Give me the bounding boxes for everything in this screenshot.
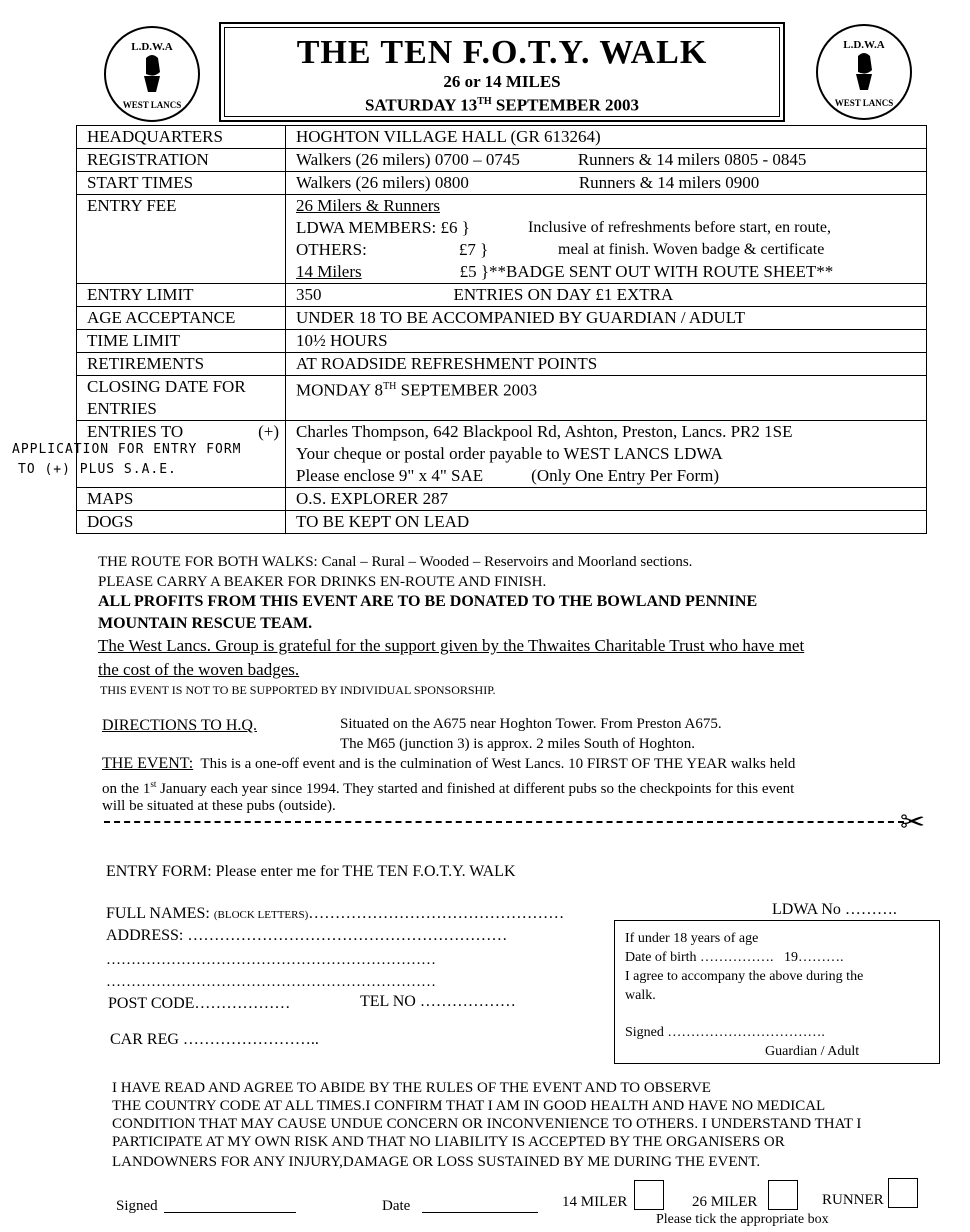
route-line-5: The West Lancs. Group is grateful for the support given by the Thwaites Charitable Trust who have met [98, 636, 805, 655]
directions-label: DIRECTIONS TO H.Q. [102, 717, 257, 734]
svg-text:L.D.W.A: L.D.W.A [131, 41, 173, 53]
svg-text:WEST LANCS: WEST LANCS [122, 100, 182, 110]
event-info-table [76, 125, 927, 534]
entry-fee-label: ENTRY FEE [77, 195, 286, 284]
table-row [77, 307, 927, 330]
full-names-field[interactable]: FULL NAMES: (BLOCK LETTERS)………………………………………… [106, 905, 565, 922]
option-26-miler-label: 26 MILER [692, 1194, 758, 1210]
checkbox-runner[interactable] [888, 1178, 918, 1208]
entries-address: Charles Thompson, 642 Blackpool Rd, Ashton, Preston, Lancs. PR2 1SE [296, 422, 793, 441]
ldwa-emblem-icon [818, 26, 910, 118]
checkbox-26-miler[interactable] [768, 1180, 798, 1210]
address-line-2[interactable]: ………………………………………………………… [106, 952, 436, 968]
svg-text:L.D.W.A: L.D.W.A [843, 39, 885, 51]
car-reg-field[interactable]: CAR REG …………………….. [110, 1031, 319, 1048]
declaration-line-2: THE COUNTRY CODE AT ALL TIMES.I CONFIRM THAT I AM IN GOOD HEALTH AND HAVE NO MEDICAL [112, 1098, 826, 1114]
event-line-1: THE EVENT: This is a one-off event and is the culmination of West Lancs. 10 FIRST OF THE YEAR walks held [102, 755, 796, 772]
svg-text:WEST LANCS: WEST LANCS [834, 98, 894, 108]
option-runner-label: RUNNER [822, 1192, 884, 1208]
entry-form-intro: ENTRY FORM: Please enter me for THE TEN F.O.T.Y. WALK [106, 863, 516, 880]
table-row [77, 172, 927, 195]
directions-line-1: Situated on the A675 near Hoghton Tower. From Preston A675. [340, 716, 722, 732]
fee-others-value: £7 } [458, 240, 489, 259]
entry-limit-label: ENTRY LIMIT [77, 284, 286, 307]
tick-note: Please tick the appropriate box [656, 1212, 829, 1227]
fee-note-2: meal at finish. Woven badge & certificate [558, 241, 825, 258]
registration-runners: Runners & 14 milers 0805 - 0845 [577, 150, 807, 169]
entry-limit-extra: ENTRIES ON DAY £1 EXTRA [453, 285, 674, 304]
age-value: UNDER 18 TO BE ACCOMPANIED BY GUARDIAN / ADULT [286, 307, 927, 330]
table-row [77, 149, 927, 172]
start-runners: Runners & 14 milers 0900 [578, 173, 760, 192]
page-title: THE TEN F.O.T.Y. WALK [296, 34, 708, 71]
route-line-7: THIS EVENT IS NOT TO BE SUPPORTED BY INDIVIDUAL SPONSORSHIP. [100, 683, 496, 697]
ldwa-logo-left [104, 26, 200, 122]
route-line-3: ALL PROFITS FROM THIS EVENT ARE TO BE DONATED TO THE BOWLAND PENNINE [98, 593, 758, 610]
ldwa-logo-right [816, 24, 912, 120]
guardian-line-3: I agree to accompany the above during the [625, 969, 864, 984]
registration-label: REGISTRATION [77, 149, 286, 172]
declaration-line-4: PARTICIPATE AT MY OWN RISK AND THAT NO LIABILITY IS ACCEPTED BY THE ORGANISERS OR [112, 1134, 785, 1150]
entries-one-per-form: (Only One Entry Per Form) [531, 466, 720, 485]
route-line-1: THE ROUTE FOR BOTH WALKS: Canal – Rural – Wooded – Reservoirs and Moorland sections. [98, 554, 693, 570]
dogs-label: DOGS [77, 511, 286, 534]
tel-no-field[interactable]: TEL NO ……………… [360, 993, 516, 1010]
table-row [77, 126, 927, 149]
maps-value: O.S. EXPLORER 287 [286, 488, 927, 511]
declaration-line-3: CONDITION THAT MAY CAUSE UNDUE CONCERN OR INCONVENIENCE TO OTHERS. I UNDERSTAND THAT I [112, 1116, 862, 1132]
declaration-line-1: I HAVE READ AND AGREE TO ABIDE BY THE RULES OF THE EVENT AND TO OBSERVE [112, 1080, 711, 1096]
start-walkers: Walkers (26 milers) 0800 [296, 173, 469, 192]
footer-signed-label: Signed [116, 1198, 158, 1214]
scissors-icon: ✂ [900, 805, 926, 840]
entries-cheque: Your cheque or postal order payable to WEST LANCS LDWA [296, 444, 723, 463]
side-note-1: APPLICATION FOR ENTRY FORM [12, 442, 242, 457]
event-line-2: on the 1st January each year since 1994. They started and finished at different pubs so the checkpoints for this event [102, 779, 795, 797]
retirements-label: RETIREMENTS [77, 353, 286, 376]
fee-members: LDWA MEMBERS: £6 } [296, 218, 470, 237]
headquarters-label: HEADQUARTERS [77, 126, 286, 149]
fee-14-label: 14 Milers [296, 262, 362, 281]
retirements-value: AT ROADSIDE REFRESHMENT POINTS [286, 353, 927, 376]
guardian-line-4: walk. [625, 988, 656, 1003]
age-label: AGE ACCEPTANCE [77, 307, 286, 330]
table-row [77, 488, 927, 511]
footer-date-label: Date [382, 1198, 411, 1214]
checkbox-14-miler[interactable] [634, 1180, 664, 1210]
route-line-4: MOUNTAIN RESCUE TEAM. [98, 615, 313, 632]
address-field[interactable]: ADDRESS: …………………………………………………… [106, 927, 508, 944]
dogs-value: TO BE KEPT ON LEAD [286, 511, 927, 534]
address-line-3[interactable]: ………………………………………………………… [106, 974, 436, 990]
closing-label-1: CLOSING DATE FOR [87, 377, 246, 396]
entries-sae: Please enclose 9" x 4" SAE [296, 466, 484, 485]
closing-label-2: ENTRIES [87, 399, 157, 418]
fee-14-value: £5 }**BADGE SENT OUT WITH ROUTE SHEET** [459, 262, 834, 281]
guardian-line-1: If under 18 years of age [625, 931, 759, 946]
entry-limit-value: 350 [296, 285, 322, 304]
post-code-field[interactable]: POST CODE……………… [108, 995, 291, 1012]
table-row [77, 511, 927, 534]
guardian-signed[interactable]: Signed ……………………………. [625, 1025, 825, 1040]
fee-others-label: OTHERS: [296, 240, 367, 259]
table-row [77, 284, 927, 307]
ldwa-no-field[interactable]: LDWA No ………. [772, 901, 897, 918]
event-date: SATURDAY 13TH SEPTEMBER 2003 [364, 95, 640, 115]
entries-to-marker: (+) [258, 422, 279, 441]
route-line-6: the cost of the woven badges. [98, 660, 300, 679]
headquarters-value: HOGHTON VILLAGE HALL (GR 613264) [286, 126, 927, 149]
fee-heading: 26 Milers & Runners [296, 196, 441, 215]
registration-walkers: Walkers (26 milers) 0700 – 0745 [296, 150, 520, 169]
table-row [77, 195, 927, 284]
table-row [77, 376, 927, 421]
table-row [77, 330, 927, 353]
route-line-2: PLEASE CARRY A BEAKER FOR DRINKS EN-ROUTE AND FINISH. [98, 574, 547, 590]
title-box [219, 22, 785, 122]
signature-line[interactable] [164, 1212, 296, 1213]
event-line-3: will be situated at these pubs (outside). [102, 798, 336, 814]
start-times-label: START TIMES [77, 172, 286, 195]
option-14-miler-label: 14 MILER [562, 1194, 628, 1210]
time-limit-label: TIME LIMIT [77, 330, 286, 353]
guardian-box [614, 920, 940, 1064]
guardian-role: Guardian / Adult [765, 1044, 860, 1059]
guardian-dob[interactable]: Date of birth ……………. 19………. [625, 950, 844, 965]
table-row [77, 353, 927, 376]
declaration-line-5: LANDOWNERS FOR ANY INJURY,DAMAGE OR LOSS SUSTAINED BY ME DURING THE EVENT. [112, 1154, 761, 1170]
fee-note-1: Inclusive of refreshments before start, en route, [528, 219, 831, 236]
directions-line-2: The M65 (junction 3) is approx. 2 miles South of Hoghton. [340, 736, 695, 752]
side-note-2: TO (+) PLUS S.A.E. [18, 462, 177, 477]
maps-label: MAPS [77, 488, 286, 511]
closing-value: MONDAY 8TH SEPTEMBER 2003 [286, 376, 927, 421]
date-line[interactable] [422, 1212, 538, 1213]
distance-subtitle: 26 or 14 MILES [443, 72, 561, 91]
ldwa-emblem-icon [106, 28, 198, 120]
entries-to-label: ENTRIES TO [87, 422, 184, 441]
time-limit-value: 10½ HOURS [286, 330, 927, 353]
cut-line [104, 821, 904, 823]
event-label: THE EVENT: [102, 755, 194, 772]
